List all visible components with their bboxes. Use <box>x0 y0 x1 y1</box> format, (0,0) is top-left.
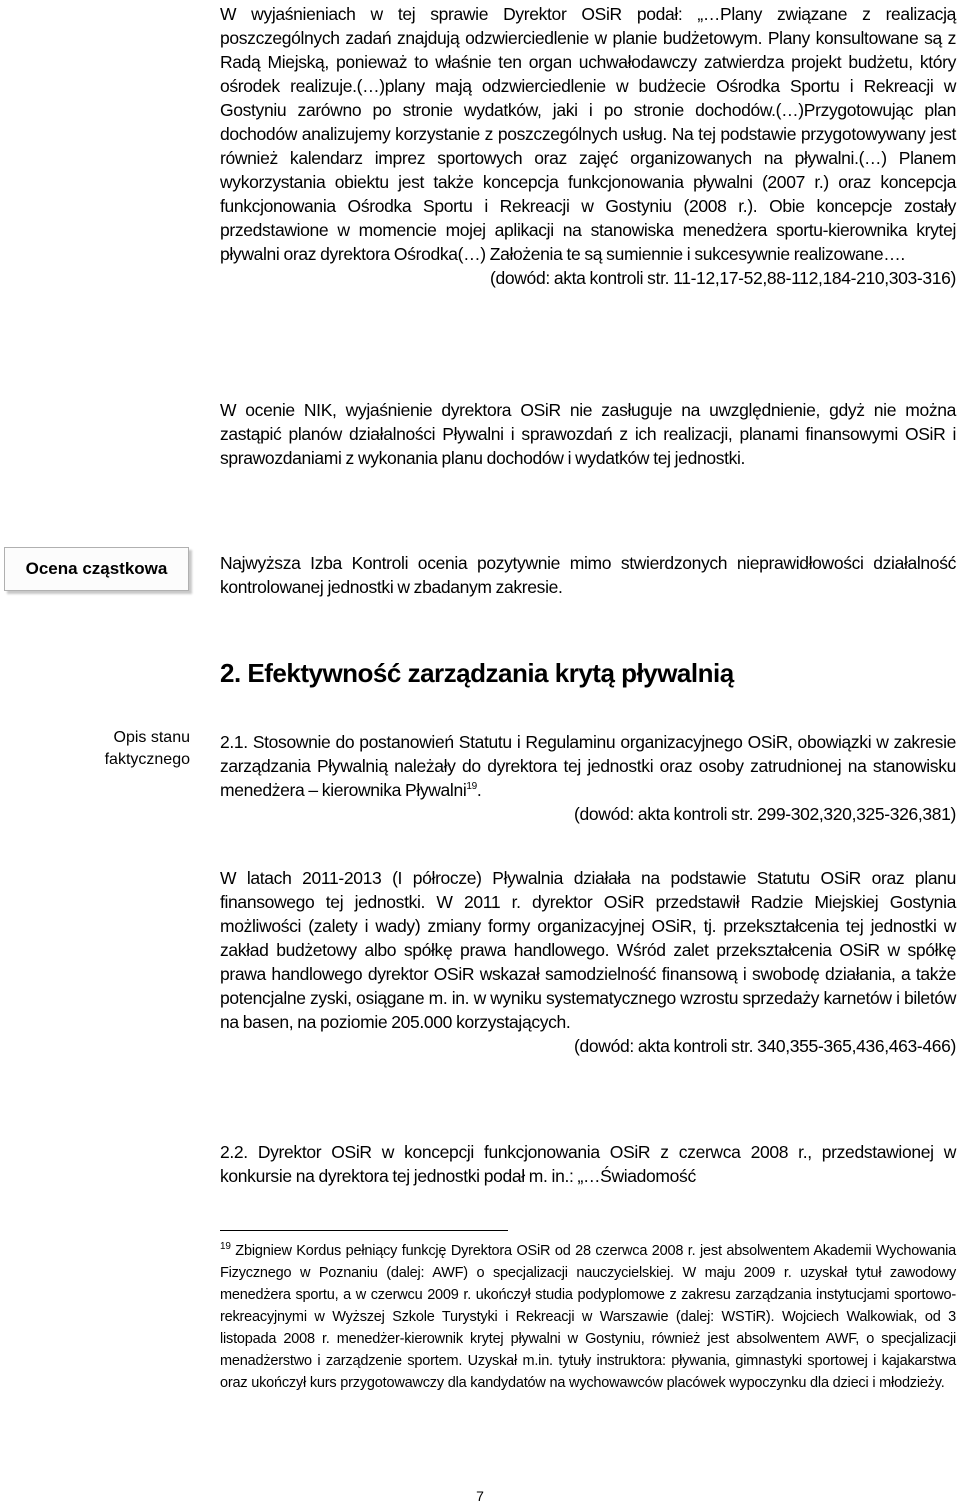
explanation-paragraph: W wyjaśnieniach w tej sprawie Dyrektor OSiR podał: „…Plany związane z realizacją poszczególnych zadań znajdują odzwierciedlenie w planie budżetowym. Plany konsultowane są z Radą Miejską, ponieważ to właśnie ten organ uchwałodawczy zatwierdza projekt budżetu, który ośrodek realizuje.(…)plany mają odzwierciedlenie w budżecie Ośrodka Sportu i Rekreacji w Gostyniu zarówno po stronie wydatków, jaki i po stronie dochodów.(…)Przygotowując plan dochodów analizujemy korzystanie z poszczególnych usług. Na tej podstawie przygotowywany jest również kalendarz imprez sportowych oraz zajęć organizowanych na pływalni.(…) Planem wykorzystania obiektu jest także koncepcja funkcjonowania pływalni (2007 r.) oraz koncepcja funkcjonowania Ośrodka Sportu i Rekreacji w Gostyniu (2008 r.). Obie koncepcje zostały przedstawione w momencie mojej aplikacji na stanowiska menedżera sportu-kierownika krytej pływalni oraz dyrektora Ośrodka(…) Założenia te są sumiennie i sukcesywnie realizowane…. <box>220 4 956 264</box>
footnote-marker: 19 <box>466 781 477 793</box>
footnote-number: 19 <box>220 1241 231 1253</box>
footnote <box>220 1240 956 1394</box>
organization-paragraph: W latach 2011-2013 (I półrocze) Pływalnia działała na podstawie Statutu OSiR oraz planu finansowego tej jednostki. W 2011 r. dyrektor OSiR przedstawił Radzie Miejskiej Gostynia możliwości (zalety i wady) zmiany formy organizacyjnej OSiR, tj. przekształcenia tej jednostki w zakład budżetowy albo spółkę prawa handlowego. Wśród zalet przekształcenia OSiR w spółkę prawa handlowego dyrektor OSiR wskazał samodzielność finansową i swobodę działania, a także potencjalne zyski, osiągane m. in. w wyniku systematycznego wzrostu sprzedaży karnetów i biletów na basen, na poziomie 205.000 korzystających. <box>220 868 956 1032</box>
evidence-reference: (dowód: akta kontroli str. 11-12,17-52,88-112,184-210,303-316) <box>490 268 956 288</box>
nik-assessment-paragraph: W ocenie NIK, wyjaśnienie dyrektora OSiR nie zasługuje na uwzględnienie, gdyż nie można zastąpić planów działalności Pływalni i sprawozdań z ich realizacji, planami finansowymi OSiR i sprawozdaniami z wykonania planu dochodów i wydatków tej jednostki. <box>220 400 956 468</box>
section-2-1-text: 2.1. Stosownie do postanowień Statutu i Regulaminu organizacyjnego OSiR, obowiązki w zakresie zarządzania Pływalnią należały do dyrektora tej jednostki oraz osoby zatrudnionej na stanowisku menedżera – kierownika Pływalni <box>220 732 956 800</box>
section-2-2-paragraph: 2.2. Dyrektor OSiR w koncepcji funkcjonowania OSiR z czerwca 2008 r., przedstawionej w konkursie na dyrektora tej jednostki podał m. in.: „…Świadomość <box>220 1142 956 1186</box>
section-heading: 2. Efektywność zarządzania krytą pływalnią <box>220 658 734 688</box>
partial-assessment-block <box>220 551 956 599</box>
side-label-fact-description: Opis stanu faktycznego <box>104 729 190 768</box>
section-2-2-block <box>220 1140 956 1188</box>
evidence-reference: (dowód: akta kontroli str. 340,355-365,436,463-466) <box>574 1036 956 1056</box>
section-2-1-paragraph <box>220 730 956 802</box>
partial-assessment-label: Ocena cząstkowa <box>4 547 189 591</box>
top-explanation-block <box>220 2 956 290</box>
section-2-1-block <box>220 730 956 826</box>
page-number: 7 <box>476 1488 484 1504</box>
organization-block <box>220 866 956 1058</box>
evidence-reference: (dowód: akta kontroli str. 299-302,320,325-326,381) <box>574 804 956 824</box>
footnote-divider <box>220 1230 508 1231</box>
footnote-text: Zbigniew Kordus pełniący funkcję Dyrektora OSiR od 28 czerwca 2008 r. jest absolwentem Akademii Wychowania Fizycznego w Poznaniu (dalej: AWF) o specjalizacji nauczycielskiej. W maju 2009 r. uzyskał tytuł zawodowy menedżera sportu, a w czerwcu 2009 r. ukończył studia podyplomowe z zakresu zarządzania instytucjami sportowo-rekreacyjnymi w Wyższej Szkole Turystyki i Rekreacji w Warszawie (dalej: WSTiR). Wojciech Walkowiak, od 3 listopada 2008 r. menedżer-kierownik krytej pływalni w Gostyniu, również jest absolwentem AWF, o specjalizacji menadżerstwo i zarządzenie sportem. Uzyskał m.in. tytuły instruktora: pływania, gimnastyki sportowej i kajakarstwa oraz ukończył kurs przygotowawczy dla kandydatów na wychowawców placówek wypoczynku dla dzieci i młodzieży. <box>220 1243 956 1391</box>
partial-assessment-text: Najwyższa Izba Kontroli ocenia pozytywnie mimo stwierdzonych nieprawidłowości działalność kontrolowanej jednostki w zbadanym zakresie. <box>220 553 956 597</box>
nik-assessment-block <box>220 398 956 470</box>
section-2-1-end: . <box>476 780 482 800</box>
footnote-text-paragraph <box>220 1240 956 1394</box>
